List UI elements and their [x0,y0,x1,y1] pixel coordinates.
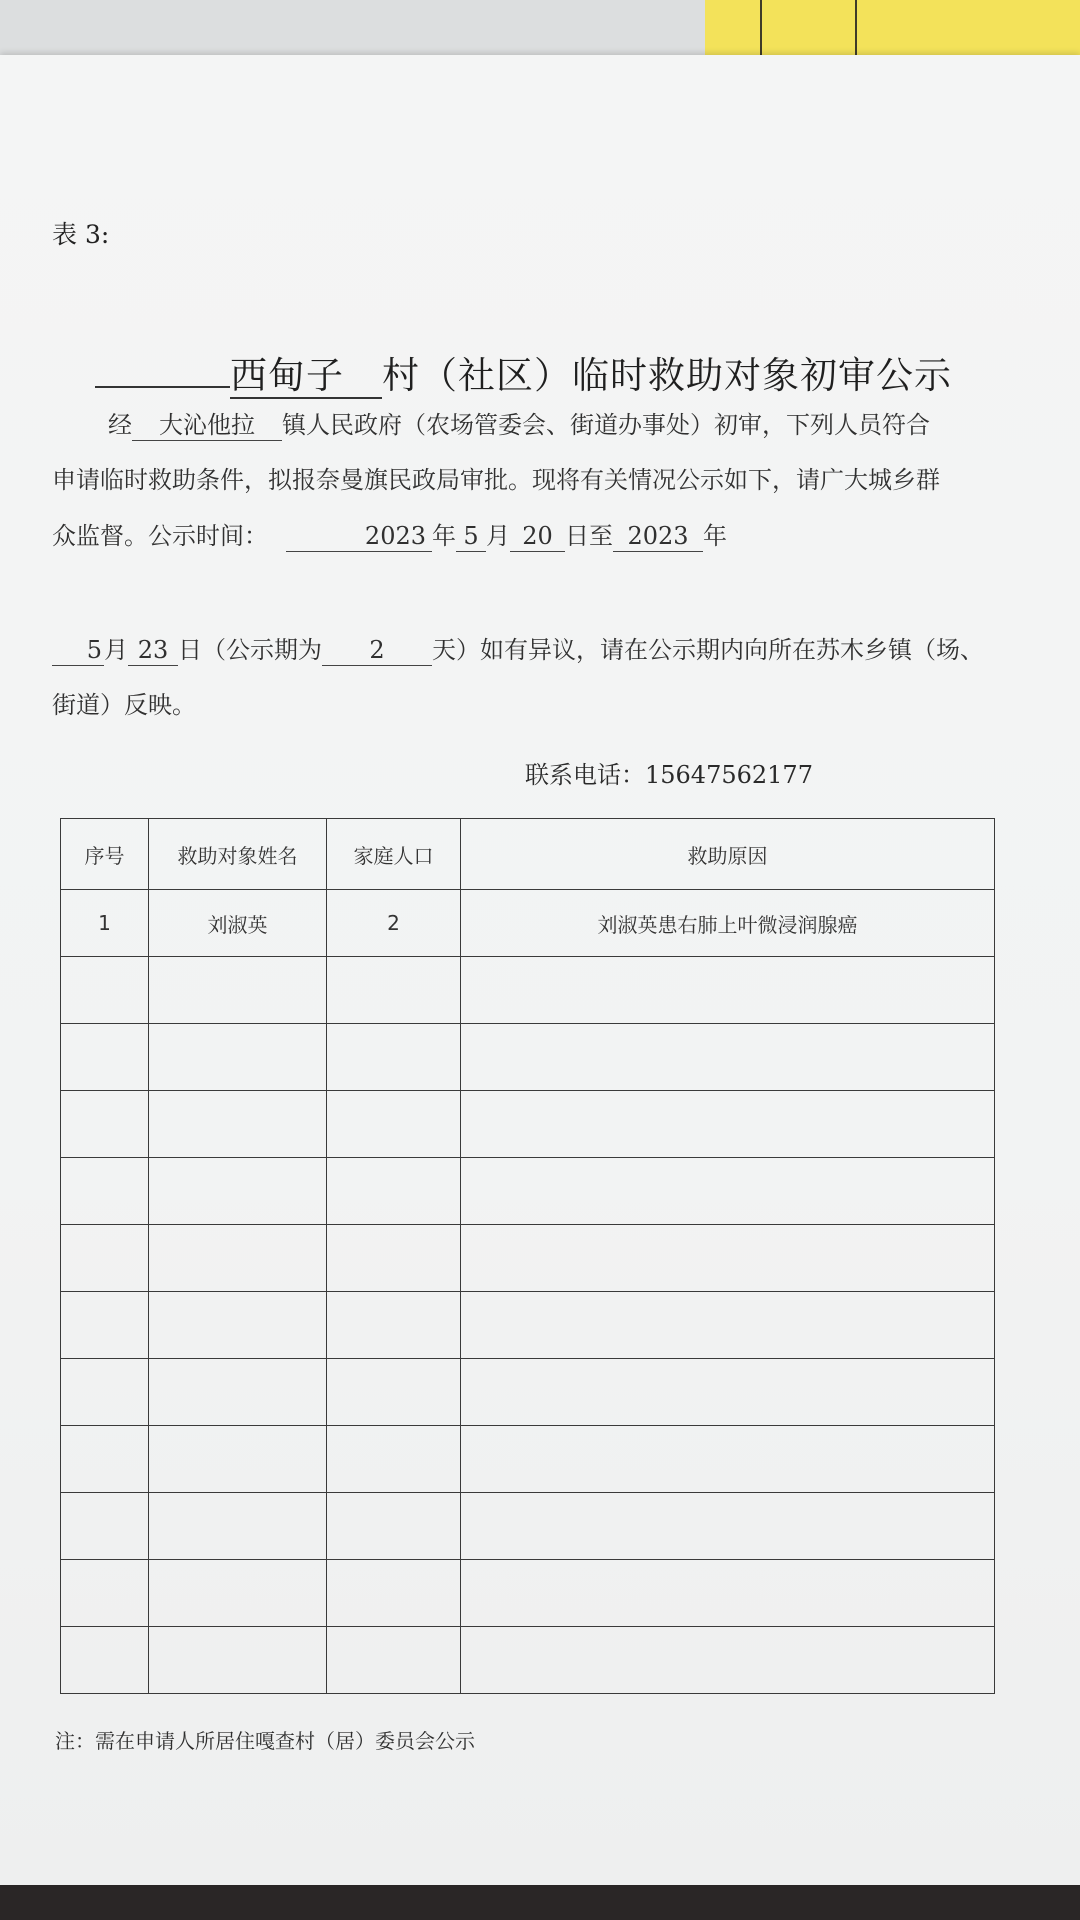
table-row [61,1091,995,1158]
end-month: 5 [52,635,104,666]
year-char-2: 年 [703,522,727,550]
table-row [61,1560,995,1627]
table-row [61,890,995,957]
header-reason: 救助原因 [461,819,995,890]
cell-household [327,1493,461,1560]
title-blank-line [95,378,230,388]
cell-reason [461,1426,995,1493]
village-name [230,354,382,399]
start-day: 20 [510,521,565,552]
paragraph-line-4 [52,635,1012,666]
cell-reason [461,1024,995,1091]
cell-index [61,1359,149,1426]
document-title [95,345,952,399]
relief-table [60,818,995,1694]
period-suffix: 天）如有异议，请在公示期内向所在苏木乡镇（场、 [432,636,984,664]
cell-index [61,1560,149,1627]
cell-index [61,1627,149,1694]
text-jing: 经 [108,411,132,439]
table-row [61,1627,995,1694]
table-row [61,1024,995,1091]
period-prefix: 日（公示期为 [178,636,322,664]
table-row [61,1158,995,1225]
paragraph-line-3 [52,521,1012,552]
paragraph-line-1 [108,410,1068,441]
cell-name [149,1292,327,1359]
cell-reason [461,1158,995,1225]
cell-reason [461,1627,995,1694]
cell-name [149,1560,327,1627]
table-row [61,1359,995,1426]
month-char: 月 [486,522,510,550]
cell-reason [461,957,995,1024]
cell-index [61,1493,149,1560]
cell-household: 2 [327,890,461,957]
paragraph-line-5: 街道）反映。 [52,691,196,719]
cell-reason [461,1091,995,1158]
end-year: 2023 [613,521,703,552]
end-day: 23 [128,635,178,666]
month-char-2: 月 [104,636,128,664]
document-sheet [0,55,1080,1885]
footnote: 注：需在申请人所居住嘎查村（居）委员会公示 [55,1729,475,1753]
header-name: 救助对象姓名 [149,819,327,890]
cell-name [149,1225,327,1292]
title-rest: 村（社区）临时救助对象初审公示 [382,354,952,397]
start-year: 2023 [286,521,432,552]
table-row [61,957,995,1024]
cell-household [327,1158,461,1225]
cell-reason: 刘淑英患右肺上叶微浸润腺癌 [461,890,995,957]
start-month: 5 [456,521,486,552]
cell-household [327,1024,461,1091]
cell-name [149,1493,327,1560]
table-row [61,1426,995,1493]
cell-reason [461,1493,995,1560]
cell-name [149,1024,327,1091]
cell-index [61,1158,149,1225]
table-header-row [61,819,995,890]
table-label: 表 3: [52,220,110,249]
cell-index [61,1024,149,1091]
cell-name [149,957,327,1024]
period-days: 2 [322,635,432,666]
cell-name [149,1359,327,1426]
table-row [61,1292,995,1359]
cell-household [327,1091,461,1158]
cell-name [149,1158,327,1225]
town-name: 大沁他拉 [132,410,282,441]
header-household: 家庭人口 [327,819,461,890]
contact-phone: 联系电话：15647562177 [525,761,813,789]
cell-index [61,1292,149,1359]
year-char: 年 [432,522,456,550]
cell-reason [461,1292,995,1359]
table-row [61,1493,995,1560]
cell-reason [461,1560,995,1627]
cell-name [149,1091,327,1158]
cell-household [327,1426,461,1493]
paragraph-line-2: 申请临时救助条件，拟报奈曼旗民政局审批。现将有关情况公示如下，请广大城乡群 [52,466,940,494]
cell-name [149,1426,327,1493]
village-name-text: 西甸子 [230,354,344,397]
cell-name [149,1627,327,1694]
cell-index [61,1091,149,1158]
cell-reason [461,1359,995,1426]
cell-index: 1 [61,890,149,957]
cell-index [61,957,149,1024]
cell-household [327,1627,461,1694]
cell-household [327,1359,461,1426]
cell-index [61,1426,149,1493]
cell-household [327,1225,461,1292]
cell-name: 刘淑英 [149,890,327,957]
day-to: 日至 [565,522,613,550]
cell-household [327,1292,461,1359]
table-row [61,1225,995,1292]
line1-suffix: 镇人民政府（农场管委会、街道办事处）初审，下列人员符合 [282,411,930,439]
cell-household [327,957,461,1024]
cell-reason [461,1225,995,1292]
header-index: 序号 [61,819,149,890]
line3-prefix: 众监督。公示时间： [52,522,268,550]
cell-household [327,1560,461,1627]
cell-index [61,1225,149,1292]
